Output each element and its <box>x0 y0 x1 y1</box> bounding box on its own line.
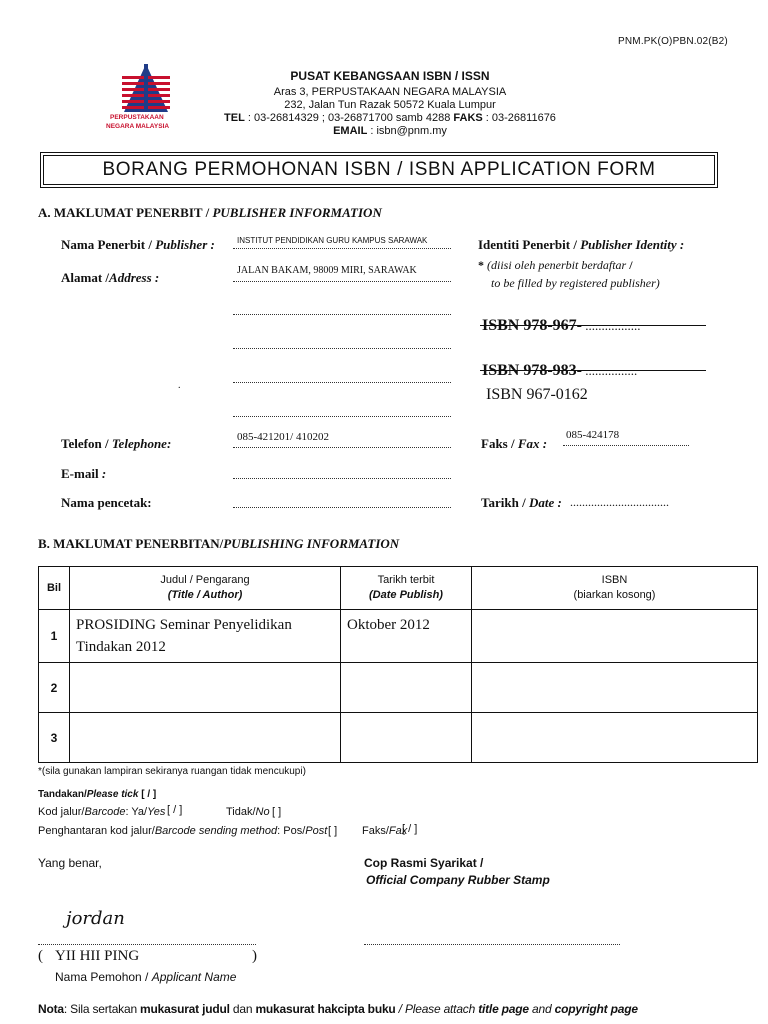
printer-field-line[interactable] <box>233 507 451 508</box>
col-title <box>70 567 341 610</box>
email-field-line[interactable] <box>233 478 451 479</box>
tick-heading <box>38 789 156 800</box>
tick-heading-box: [ / ] <box>138 789 157 800</box>
fax-value[interactable]: 085-424178 <box>566 429 620 441</box>
address-label <box>61 270 159 286</box>
phone-value[interactable]: 085-421201/ 410202 <box>237 431 329 443</box>
footer-bold-1: mukasurat judul <box>140 1002 230 1016</box>
section-b-heading-en: PUBLISHING INFORMATION <box>223 536 400 551</box>
col-date <box>341 567 472 610</box>
address-line-2: 232, Jalan Tun Razak 50572 Kuala Lumpur <box>284 99 496 111</box>
logo-text-line1: PERPUSTAKAAN <box>110 114 164 121</box>
address-field-line-5 <box>233 416 451 417</box>
section-a-heading-en: PUBLISHER INFORMATION <box>212 205 382 220</box>
row-1-isbn[interactable] <box>472 610 758 663</box>
delivery-post-checkbox[interactable]: [ ] <box>328 825 338 837</box>
barcode-no-label-en: No <box>255 806 270 818</box>
contact-email <box>150 125 630 137</box>
applicant-name[interactable]: YII HII PING <box>55 948 140 964</box>
isbn1-dots: ................. <box>582 318 641 333</box>
logo-text-line2: NEGARA MALAYSIA <box>106 123 170 130</box>
row-2-date[interactable] <box>341 663 472 713</box>
applicant-name-label-en: Applicant Name <box>151 970 237 984</box>
date-label-ms: Tarikh / <box>481 495 529 510</box>
handwritten-signature: jordan <box>66 908 125 929</box>
col-isbn-ms: ISBN <box>601 574 628 586</box>
barcode-yes-label: : Ya/ <box>125 806 148 818</box>
footer-note <box>38 1002 638 1016</box>
footer-text-3: / Please attach <box>395 1002 479 1016</box>
fax-label-ms: Faks / <box>481 436 518 451</box>
section-a-heading-ms: A. MAKLUMAT PENERBIT / <box>38 205 213 220</box>
barcode-no-label-ms: Tidak/ <box>226 806 256 818</box>
footer-text-1: : Sila sertakan <box>63 1002 141 1016</box>
address-value[interactable]: JALAN BAKAM, 98009 MIRI, SARAWAK <box>237 265 417 276</box>
delivery-post-label: : Pos/ <box>277 825 306 837</box>
note-ms: (diisi oleh penerbit berdaftar <box>487 258 630 272</box>
identity-label <box>478 237 684 253</box>
footer-nota-label: Nota <box>38 1002 64 1016</box>
signature-line <box>38 944 256 945</box>
address-field-line-1 <box>233 281 451 282</box>
delivery-fax-label-ms: Faks/ <box>362 825 389 837</box>
stray-mark: . <box>178 380 181 391</box>
email-label-en: : <box>101 466 107 481</box>
publisher-label-ms: Nama Penerbit / <box>61 237 156 252</box>
isbn-978-967 <box>482 317 641 335</box>
row-1-num: 1 <box>39 610 70 663</box>
address-label-ms: Alamat / <box>61 270 110 285</box>
contact-tel-fax <box>150 112 630 124</box>
table-footnote: *(sila gunakan lampiran sekiranya ruangan tidak mencukupi) <box>38 766 306 777</box>
phone-field-line <box>233 447 451 448</box>
col-isbn-en: (biarkan kosong) <box>573 589 656 601</box>
delivery-row <box>38 825 327 837</box>
col-bil: Bil <box>39 567 70 610</box>
tel-value: : 03-26814329 ; 03-26871700 samb 4288 <box>244 112 454 124</box>
row-3-isbn[interactable] <box>472 713 758 763</box>
barcode-label-en: Barcode <box>84 806 126 818</box>
barcode-row <box>38 806 165 818</box>
col-title-en: (Title / Author) <box>167 589 243 601</box>
row-1-date[interactable]: Oktober 2012 <box>341 610 472 663</box>
delivery-fax-label-en: Fax <box>388 825 408 837</box>
row-2-title[interactable] <box>70 663 341 713</box>
row-3-title[interactable] <box>70 713 341 763</box>
publisher-label-en: Publisher : <box>155 237 215 252</box>
fax-label-en: Fax : <box>517 436 548 451</box>
address-line-1: Aras 3, PERPUSTAKAAN NEGARA MALAYSIA <box>273 86 507 98</box>
tick-heading-ms: Tandakan/ <box>38 789 87 800</box>
form-title-box <box>40 152 718 188</box>
email-label <box>61 466 106 482</box>
row-2-num: 2 <box>39 663 70 713</box>
delivery-label-en: Barcode sending method <box>154 825 278 837</box>
row-3-num: 3 <box>39 713 70 763</box>
barcode-no-label <box>226 806 270 818</box>
delivery-fax-checkbox[interactable]: [ / ] <box>402 823 418 835</box>
phone-label-en: Telephone: <box>111 436 172 451</box>
row-1-title[interactable]: PROSIDING Seminar Penyelidikan Tindakan 2012 <box>70 610 341 663</box>
fax-label: FAKS <box>453 112 483 124</box>
row-2-isbn[interactable] <box>472 663 758 713</box>
footer-text-4: and <box>528 1002 555 1016</box>
table-row <box>39 610 758 663</box>
publishing-table <box>38 566 758 763</box>
fax-label <box>481 436 547 452</box>
identity-label-ms: Identiti Penerbit / <box>478 237 581 252</box>
fax-value: : 03-26811676 <box>482 112 556 124</box>
delivery-label-ms: Penghantaran kod jalur/ <box>38 825 155 837</box>
delivery-fax-label <box>362 825 407 837</box>
fax-field-line <box>563 445 689 446</box>
table-row <box>39 663 758 713</box>
address-label-en: Address : <box>109 270 160 285</box>
date-label-en: Date : <box>528 495 562 510</box>
col-date-ms: Tarikh terbit <box>377 574 435 586</box>
identity-note-line2: to be filled by registered publisher) <box>491 276 660 290</box>
form-title: BORANG PERMOHONAN ISBN / ISBN APPLICATION FORM <box>102 159 656 180</box>
org-name: PUSAT KEBANGSAAN ISBN / ISSN <box>290 69 490 83</box>
delivery-post-label-en: Post <box>305 825 328 837</box>
isbn2-strikethrough <box>480 370 706 371</box>
publisher-value[interactable]: INSTITUT PENDIDIKAN GURU KAMPUS SARAWAK <box>237 236 428 245</box>
stamp-label-ms: Cop Rasmi Syarikat / <box>364 856 484 870</box>
note-slash: / <box>629 258 633 272</box>
applicant-close-paren: ) <box>252 948 257 964</box>
col-isbn <box>472 567 758 610</box>
barcode-no-checkbox[interactable]: [ ] <box>272 806 282 818</box>
tel-label: TEL <box>224 112 245 124</box>
note-star: * <box>478 258 487 272</box>
tick-heading-en: Please tick <box>86 789 139 800</box>
applicant-name-label <box>55 970 236 984</box>
address-field-line-2 <box>233 314 451 315</box>
section-a-heading <box>38 205 382 221</box>
stamp-line <box>364 944 620 945</box>
phone-label-ms: Telefon / <box>61 436 112 451</box>
table-header-row <box>39 567 758 610</box>
date-label <box>481 495 562 511</box>
isbn1-prefix: ISBN 978-967- <box>482 317 583 334</box>
publisher-field-line <box>233 248 451 249</box>
email-label: EMAIL <box>333 125 368 137</box>
col-date-en: (Date Publish) <box>369 589 443 601</box>
publisher-label <box>61 237 215 253</box>
stamp-label-en: Official Company Rubber Stamp <box>366 873 550 887</box>
applicant-name-label-ms: Nama Pemohon / <box>55 970 152 984</box>
isbn1-strikethrough <box>480 325 706 326</box>
printer-label: Nama pencetak: <box>61 495 152 510</box>
address-field-line-3 <box>233 348 451 349</box>
email-value: : isbn@pnm.my <box>367 125 447 137</box>
isbn-967-0162: ISBN 967-0162 <box>486 386 588 403</box>
footer-bold-4: copyright page <box>554 1002 638 1016</box>
section-b-heading <box>38 536 399 552</box>
barcode-yes-label-en: Yes <box>147 806 166 818</box>
row-3-date[interactable] <box>341 713 472 763</box>
col-title-ms: Judul / Pengarang <box>160 574 250 586</box>
phone-label <box>61 436 171 452</box>
closing-text: Yang benar, <box>38 856 102 870</box>
address-field-line-4 <box>233 382 451 383</box>
footer-bold-2: mukasurat hakcipta buku <box>255 1002 396 1016</box>
footer-text-2: dan <box>229 1002 256 1016</box>
barcode-label-ms: Kod jalur/ <box>38 806 85 818</box>
isbn2-prefix: ISBN 978-983- <box>482 362 583 379</box>
section-b-heading-ms: B. MAKLUMAT PENERBITAN/ <box>38 536 224 551</box>
isbn-978-983 <box>482 362 637 380</box>
form-code: PNM.PK(O)PBN.02(B2) <box>618 36 728 47</box>
table-row <box>39 713 758 763</box>
identity-note-line1 <box>478 258 633 273</box>
footer-bold-3: title page <box>478 1002 529 1016</box>
email-label-ms: E-mail <box>61 466 102 481</box>
barcode-yes-checkbox[interactable]: [ / ] <box>167 804 183 816</box>
identity-label-en: Publisher Identity : <box>580 237 685 252</box>
date-dots[interactable]: ................................. <box>570 495 669 509</box>
applicant-open-paren: ( <box>38 948 43 964</box>
isbn2-dots: ................ <box>582 363 638 378</box>
